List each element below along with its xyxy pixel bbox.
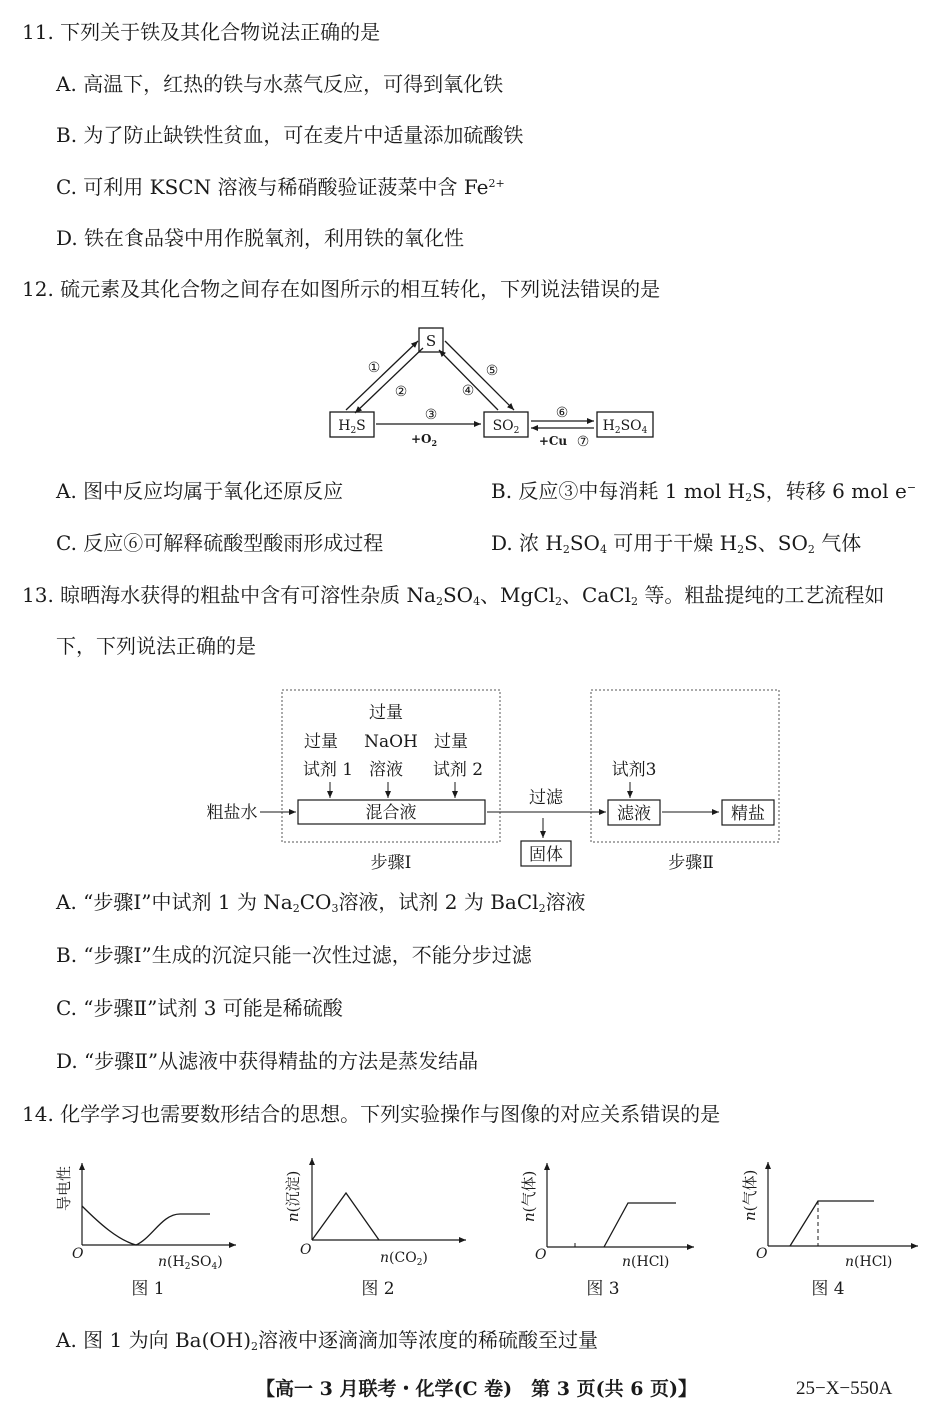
- flow-reagent3: 试剂3: [611, 760, 657, 780]
- graph-1: [55, 1163, 236, 1299]
- exam-code: 25−X−550A: [796, 1378, 893, 1399]
- num-3: ③: [424, 407, 438, 423]
- q12-option-c: C. 反应⑥可解释硫酸型酸雨形成过程: [56, 531, 384, 555]
- flow-mixture: 混合液: [365, 803, 417, 823]
- graph-4-caption: 图 4: [811, 1279, 845, 1299]
- q13-option-a: A. “步骤Ⅰ”中试剂 1 为 $Na_2CO_3$溶液，试剂 2 为 BaCl$_2$溶液: [56, 890, 586, 915]
- q13-stem-line1: 13. 晾晒海水获得的粗盐中含有可溶性杂质 $Na_2SO_4$、MgCl$_2$、CaCl$_2$ 等。粗盐提纯的工艺流程如: [22, 583, 885, 608]
- flow-reagent1: 试剂 1: [302, 760, 354, 780]
- q12-option-b: B. 反应③中每消耗 1 mol $H_2S$，转移 6 mol e−: [491, 479, 917, 504]
- q14-stem: 14. 化学学习也需要数形结合的思想。下列实验操作与图像的对应关系错误的是: [22, 1102, 721, 1126]
- flow-crude: 粗盐水: [206, 803, 258, 823]
- q12-option-a: A. 图中反应均属于氧化还原反应: [56, 479, 344, 503]
- graph-2-line: [312, 1193, 379, 1240]
- label-cu: +Cu: [538, 434, 568, 448]
- q11-option-b: B. 为了防止缺铁性贫血，可在麦片中适量添加硫酸铁: [56, 123, 524, 147]
- graph-3-xlabel: n(HCl): [622, 1254, 670, 1270]
- flow-salt: 精盐: [731, 804, 765, 824]
- flow-solution: 溶液: [369, 760, 403, 780]
- q11-option-a: A. 高温下，红热的铁与水蒸气反应，可得到氧化铁: [56, 72, 504, 96]
- label-h2so4: $H_2SO_4$: [602, 418, 648, 436]
- graph-2-caption: 图 2: [361, 1279, 395, 1299]
- label-s: S: [425, 332, 437, 350]
- arrow-5: [445, 341, 514, 410]
- graph-1-curve: [82, 1206, 210, 1245]
- label-o2: $+O_2$: [410, 432, 438, 448]
- graph-4: [741, 1162, 918, 1299]
- num-5: ⑤: [485, 363, 499, 379]
- flow-filtrate: 滤液: [617, 804, 651, 824]
- q13-stem-line2: 下，下列说法正确的是: [56, 634, 256, 658]
- graph-4-line: [790, 1201, 874, 1246]
- graph-2-ylabel: n(沉淀): [284, 1170, 302, 1222]
- graph-3-ylabel: n(气体): [520, 1170, 538, 1222]
- graph-2: [284, 1158, 466, 1299]
- label-so2: $SO_2$: [492, 418, 520, 436]
- graph-2-xlabel: $n(CO_2)$: [380, 1250, 428, 1268]
- graph-2-origin: O: [300, 1242, 312, 1258]
- num-2: ②: [394, 384, 408, 400]
- q13-option-c: C. “步骤Ⅱ”试剂 3 可能是稀硫酸: [56, 996, 343, 1020]
- flow-excess3: 过量: [434, 732, 468, 752]
- graph-3-caption: 图 3: [586, 1279, 620, 1299]
- label-h2s: $H_2S$: [338, 418, 366, 436]
- q12-stem: 12. 硫元素及其化合物之间存在如图所示的相互转化，下列说法错误的是: [22, 277, 661, 301]
- q13-option-b: B. “步骤Ⅰ”生成的沉淀只能一次性过滤，不能分步过滤: [56, 943, 532, 967]
- num-1: ①: [367, 360, 381, 376]
- flow-reagent2: 试剂 2: [432, 760, 484, 780]
- q11-stem: 11. 下列关于铁及其化合物说法正确的是: [22, 20, 381, 44]
- flow-naoh: NaOH: [364, 732, 418, 752]
- num-4: ④: [461, 383, 475, 399]
- q11-option-c: C. 可利用 KSCN 溶液与稀硝酸验证菠菜中含 $Fe^{2+}$: [56, 175, 505, 199]
- flow-solid: 固体: [529, 845, 563, 865]
- graph-4-ylabel: n(气体): [741, 1169, 759, 1221]
- q14-option-a: A. 图 1 为向 $Ba(OH)_2$溶液中逐滴滴加等浓度的稀硫酸至过量: [56, 1328, 599, 1353]
- graph-3: [520, 1163, 694, 1299]
- flow-excess1: 过量: [304, 732, 338, 752]
- q11-option-d: D. 铁在食品袋中用作脱氧剂，利用铁的氧化性: [56, 226, 465, 250]
- graph-1-ylabel: 导电性: [55, 1165, 73, 1211]
- graph-3-origin: O: [535, 1247, 547, 1263]
- num-6: ⑥: [555, 405, 569, 421]
- num-7: ⑦: [576, 434, 590, 450]
- graph-1-xlabel: $n(H_2SO_4)$: [158, 1254, 223, 1272]
- flow-step2: 步骤Ⅱ: [668, 853, 714, 873]
- q12-option-d: D. 浓 $H_2SO_4$ 可用于干燥 $H_2S$、$SO_2$ 气体: [491, 531, 862, 556]
- page-footer: 【高一 3 月联考・化学(C 卷) 第 3 页(共 6 页)】: [256, 1378, 698, 1400]
- arrow-2: [355, 348, 423, 413]
- flow-filter: 过滤: [529, 788, 563, 808]
- arrow-4: [439, 350, 498, 410]
- graph-1-caption: 图 1: [131, 1279, 165, 1299]
- q13-option-d: D. “步骤Ⅱ”从滤液中获得精盐的方法是蒸发结晶: [56, 1049, 479, 1073]
- flow-excess2: 过量: [369, 703, 403, 723]
- graph-3-line: [604, 1203, 676, 1247]
- graph-4-xlabel: n(HCl): [845, 1254, 893, 1270]
- flow-step1: 步骤Ⅰ: [370, 853, 412, 873]
- graph-1-origin: O: [72, 1246, 84, 1262]
- graph-4-origin: O: [756, 1246, 768, 1262]
